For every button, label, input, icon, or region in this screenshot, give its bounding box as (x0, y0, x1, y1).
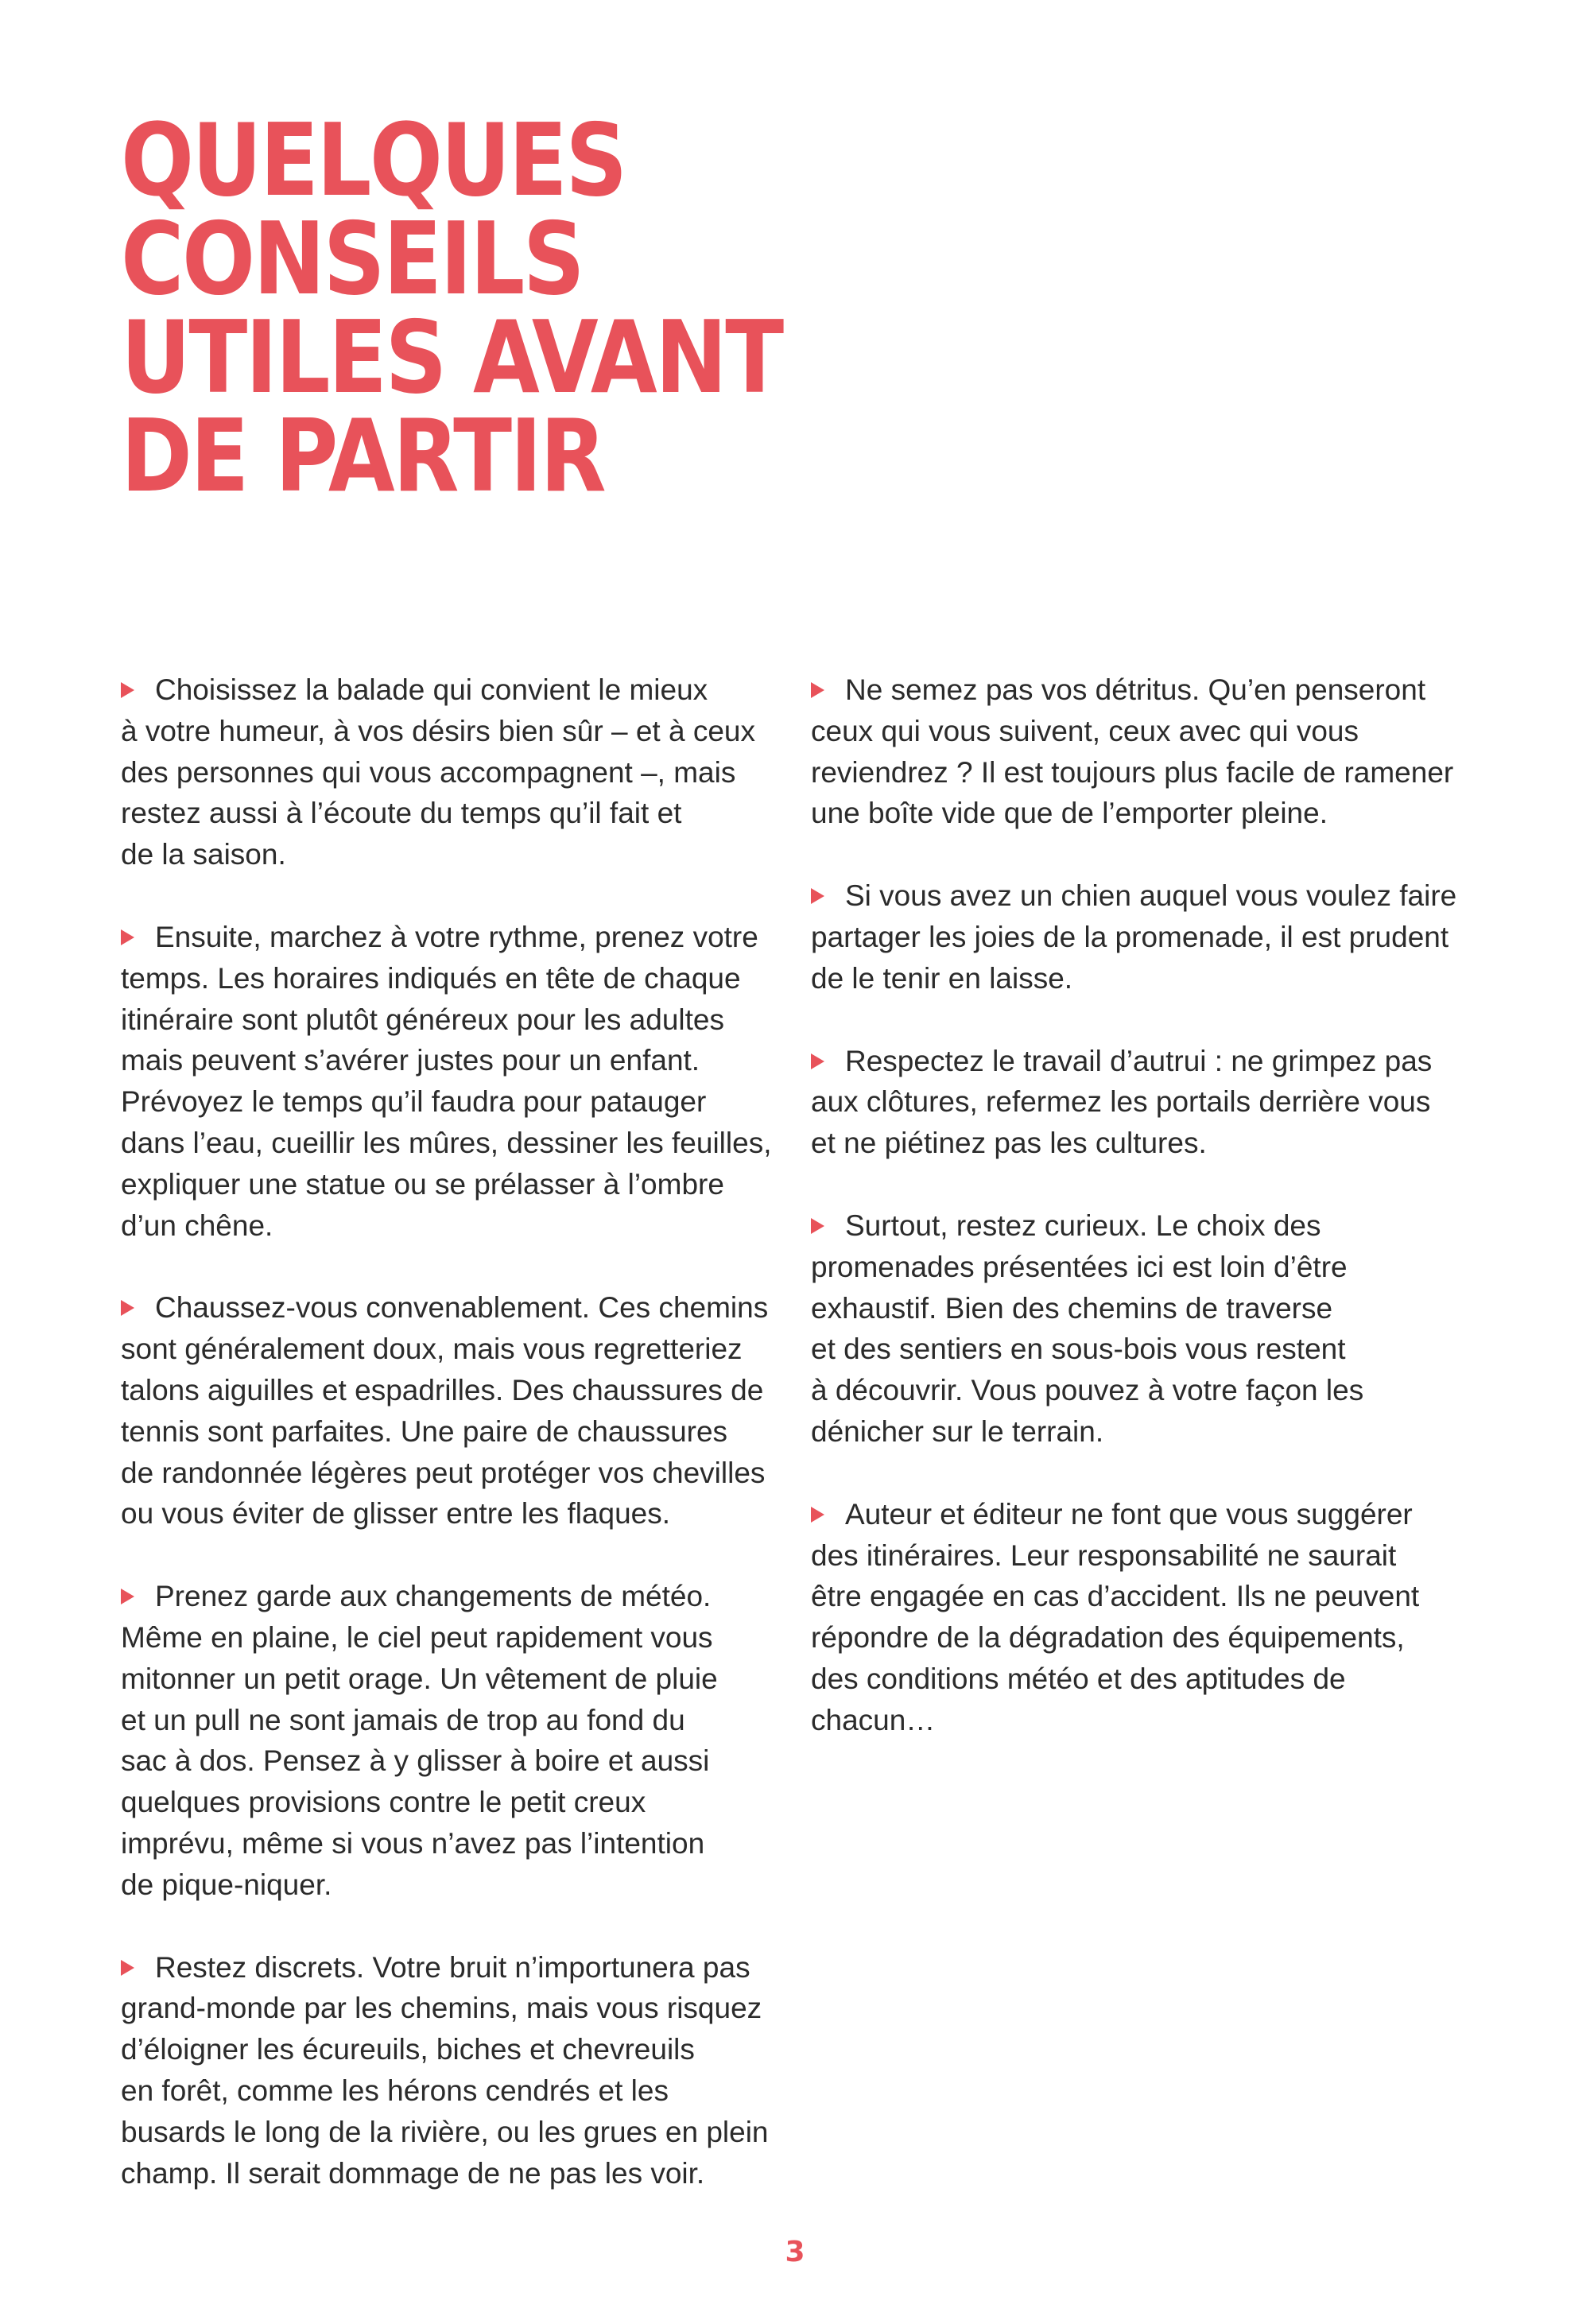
tip-paragraph (121, 669, 805, 875)
triangle-bullet-icon (811, 1053, 824, 1069)
triangle-bullet-icon (121, 1300, 134, 1316)
triangle-bullet-icon (121, 1960, 134, 1976)
left-column (121, 669, 805, 2235)
triangle-bullet-icon (811, 1507, 824, 1523)
triangle-bullet-icon (121, 929, 134, 945)
triangle-bullet-icon (811, 682, 824, 698)
tip-paragraph (121, 1947, 805, 2194)
tip-paragraph (121, 1576, 805, 1905)
tip-paragraph (121, 917, 805, 1246)
tip-paragraph (121, 1287, 805, 1534)
tip-text: Auteur et éditeur ne font que vous suggérer des itinéraires. Leur responsabilité ne saurait être engagée en cas d’accident. Ils ne peuvent répondre de la dégradation des équipements, des conditions météo et des aptitudes de chacun… (811, 1497, 1420, 1736)
tip-text: Si vous avez un chien auquel vous voulez faire partager les joies de la promenade, il est prudent de le tenir en laisse. (811, 879, 1457, 995)
tip-text: Ne semez pas vos détritus. Qu’en penseront ceux qui vous suivent, ceux avec qui vous reviendrez ? Il est toujours plus facile de ramener une boîte vide que de l’emporter pleine. (811, 673, 1454, 830)
page-number: 3 (785, 2236, 805, 2268)
page-title (121, 102, 916, 514)
title-line: CONSEILS (121, 200, 584, 317)
tip-text: Prenez garde aux changements de météo. Même en plaine, le ciel peut rapidement vous mitonner un petit orage. Un vêtement de pluie et un pull ne sont jamais de trop au fond du sac à dos. Pensez à y glisser à boire et aussi quelques provisions contre le petit creux imprévu, même si vous n’avez pas l’intention de pique-niquer. (121, 1580, 718, 1901)
tip-paragraph (811, 1041, 1495, 1164)
tip-text: Chaussez-vous convenablement. Ces chemins sont généralement doux, mais vous regretteriez talons aiguilles et espadrilles. Des chaussures de tennis sont parfaites. Une paire de chaussures de randonnée légères peut protéger vos chevilles ou vous éviter de glisser entre les flaques. (121, 1291, 769, 1531)
tip-text: Surtout, restez curieux. Le choix des promenades présentées ici est loin d’être exhaustif. Bien des chemins de traverse et des sentiers en sous-bois vous restent à découvrir. Vous pouvez à votre façon les dénicher sur le terrain. (811, 1209, 1364, 1448)
tip-text: Restez discrets. Votre bruit n’importunera pas grand-monde par les chemins, mais vous risquez d’éloigner les écureuils, biches et chevreuils en forêt, comme les hérons cendrés et les busards le long de la rivière, ou les grues en plein champ. Il serait dommage de ne pas les voir. (121, 1950, 769, 2190)
right-column (811, 669, 1495, 1783)
tip-paragraph (811, 1205, 1495, 1453)
title-line: DE PARTIR (121, 398, 605, 514)
triangle-bullet-icon (121, 682, 134, 698)
triangle-bullet-icon (121, 1589, 134, 1604)
tip-text: Choisissez la balade qui convient le mieux à votre humeur, à vos désirs bien sûr – et à ceux des personnes qui vous accompagnent –, mais restez aussi à l’écoute du temps qu’il fait et de la saison. (121, 673, 755, 871)
triangle-bullet-icon (811, 1218, 824, 1234)
tip-paragraph (811, 1494, 1495, 1741)
title-line: UTILES AVANT (121, 299, 782, 416)
tip-paragraph (811, 875, 1495, 999)
title-line: QUELQUES (121, 102, 626, 219)
tip-paragraph (811, 669, 1495, 834)
tip-text: Ensuite, marchez à votre rythme, prenez votre temps. Les horaires indiqués en tête de chaque itinéraire sont plutôt généreux pour les adultes mais peuvent s’avérer justes pour un enfant. Prévoyez le temps qu’il faudra pour patauger dans l’eau, cueillir les mûres, dessiner les feuilles, expliquer une statue ou se prélasser à l’ombre d’un chêne. (121, 920, 772, 1242)
tip-text: Respectez le travail d’autrui : ne grimpez pas aux clôtures, refermez les portails derrière vous et ne piétinez pas les cultures. (811, 1044, 1433, 1160)
triangle-bullet-icon (811, 888, 824, 904)
